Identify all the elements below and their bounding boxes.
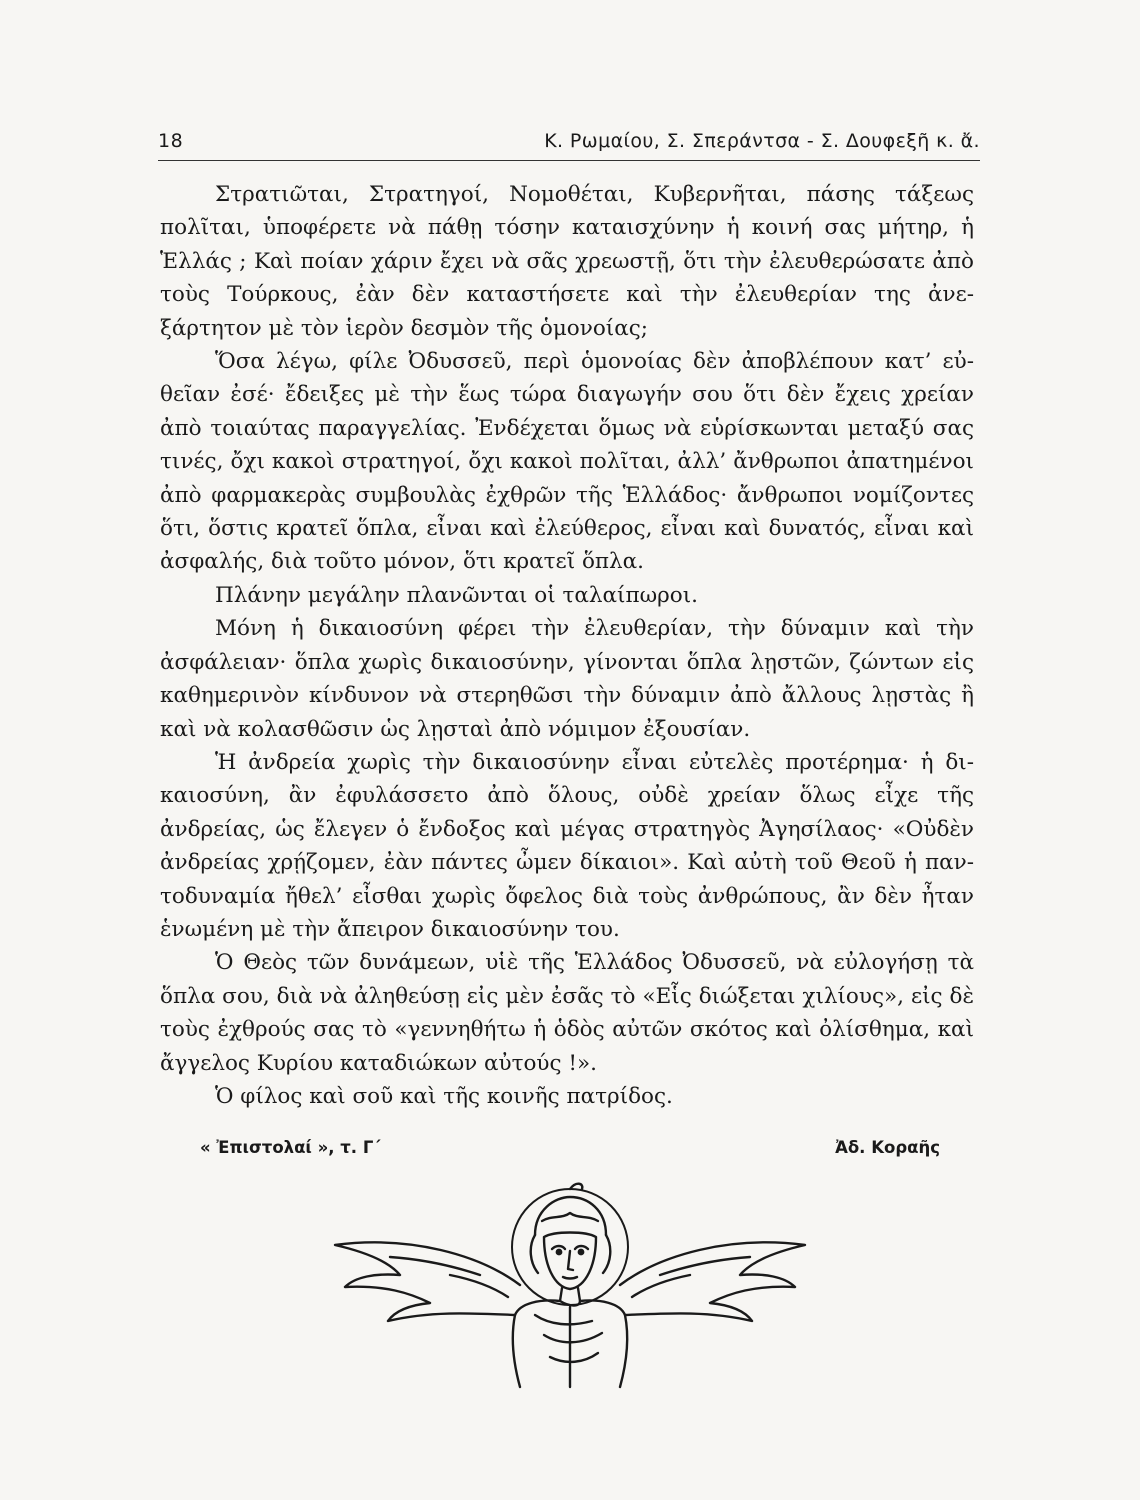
page-header — [158, 128, 980, 161]
signature-line — [200, 1138, 940, 1168]
running-head: Κ. Ρωμαίου, Σ. Σπεράντσα - Σ. Δουφεξῆ κ. ἄ. — [544, 130, 980, 152]
paragraph: Πλάνην μεγάλην πλανῶνται οἱ ταλαίπωροι. — [215, 582, 698, 608]
page-number: 18 — [158, 130, 184, 152]
angel-illustration — [330, 1175, 810, 1390]
body-text — [160, 178, 974, 1113]
paragraph: Ὅσα λέγω, φίλε Ὀδυσσεῦ, περὶ ὁμονοίας δὲν ἀποβλέπουν κατ’ εὐθεῖαν ἐσέ· ἔδειξες μὲ τὴν ἕως τώρα διαγωγήν σου ὅτι δὲν ἔχεις χρείαν ἀπὸ τοιαύτας παραγγελίας. Ἐνδέχεται ὅμως νὰ εὑρίσκωνται μεταξύ σας τινές, ὄχι κακοὶ στρατηγοί, ὄχι κακοὶ πολῖται, ἀλλ’ ἄνθρωποι ἀπατημένοι ἀπὸ φαρμακερὰς συμβουλὰς ἐχθρῶν τῆς Ἑλλάδος· ἄνθρωποι νομίζοντες ὅτι, ὅστις κρατεῖ ὅπλα, εἶναι καὶ ἐλεύθερος, εἶναι καὶ δυνατός, εἶναι καὶ ἀσφαλής, διὰ τοῦτο μόνον, ὅτι κρατεῖ ὅπλα. — [160, 349, 974, 575]
paragraph: Ἡ ἀνδρεία χωρὶς τὴν δικαιοσύνην εἶναι εὐτελὲς προτέρημα· ἡ δικαιοσύνη, ἂν ἐφυλάσσετο ἀπὸ ὅλους, οὐδὲ χρείαν ὅλως εἶχε τῆς ἀνδρείας, ὡς ἔλεγεν ὁ ἔνδοξος καὶ μέγας στρατηγὸς Ἀγησίλαος· «Οὐδὲν ἀνδρείας χρῄζομεν, ἐὰν πάντες ὦμεν δίκαιοι». Καὶ αὐτὴ τοῦ Θεοῦ ἡ παντοδυναμία ἤθελ’ εἶσθαι χωρὶς ὄφελος διὰ τοὺς ἀνθρώπους, ἂν δὲν ἦταν ἑνωμένη μὲ τὴν ἄπειρον δικαιοσύνην του. — [160, 749, 974, 942]
author-name: Ἀδ. Κοραῆς — [835, 1138, 940, 1157]
paragraph: Ὁ Θεὸς τῶν δυνάμεων, υἱὲ τῆς Ἑλλάδος Ὀδυσσεῦ, νὰ εὐλογήσῃ τὰ ὅπλα σου, διὰ νὰ ἀληθεύσῃ εἰς μὲν ἐσᾶς τὸ «Εἷς διώξεται χιλίους», εἰς δὲ τοὺς ἐχθρούς σας τὸ «γεννηθήτω ἡ ὁδὸς αὐτῶν σκότος καὶ ὀλίσθημα, καὶ ἄγγελος Κυρίου καταδιώκων αὐτούς !». — [160, 950, 974, 1076]
closing-line: Ὁ φίλος καὶ σοῦ καὶ τῆς κοινῆς πατρίδος. — [215, 1083, 673, 1109]
source-citation: « Ἐπιστολαί », τ. Γ΄ — [200, 1138, 381, 1157]
paragraph: Στρατιῶται, Στρατηγοί, Νομοθέται, Κυβερνῆται, πάσης τάξεως πολῖται, ὑποφέρετε νὰ πάθῃ τόσην καταισχύνην ἡ κοινή σας μήτηρ, ἡ Ἑλλάς ; Καὶ ποίαν χάριν ἔχει νὰ σᾶς χρεωστῇ, ὅτι τὴν ἐλευθερώσατε ἀπὸ τοὺς Τούρκους, ἐὰν δὲν καταστήσετε καὶ τὴν ἐλευθερίαν της ἀνεξάρτητον μὲ τὸν ἱερὸν δεσμὸν τῆς ὁμονοίας; — [160, 182, 974, 341]
paragraph: Μόνη ἡ δικαιοσύνη φέρει τὴν ἐλευθερίαν, τὴν δύναμιν καὶ τὴν ἀσφάλειαν· ὅπλα χωρὶς δικαιοσύνην, γίνονται ὅπλα λῃστῶν, ζώντων εἰς καθημερινὸν κίνδυνον νὰ στερηθῶσι τὴν δύναμιν ἀπὸ ἄλλους λῃστὰς ἢ καὶ νὰ κολασθῶσιν ὡς λῃσταὶ ἀπὸ νόμιμον ἐξουσίαν. — [160, 616, 974, 742]
